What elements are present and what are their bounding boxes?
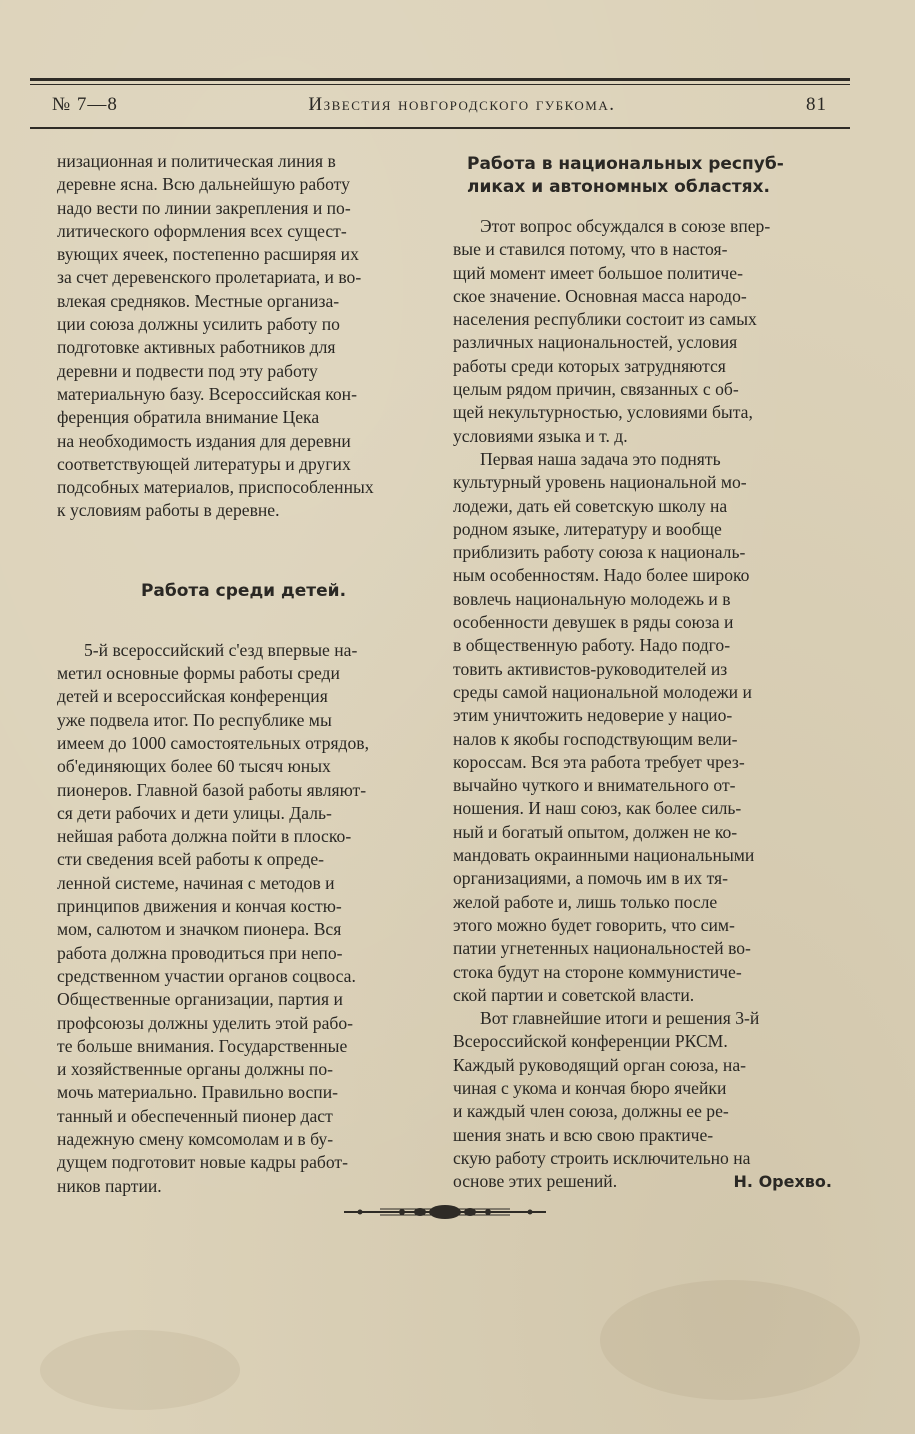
text-line: ников партии. xyxy=(57,1175,162,1196)
text-line: товить активистов-руководителей из xyxy=(453,658,728,679)
text-line: литического оформления всех сущест- xyxy=(57,220,347,241)
text-line: об'единяющих более 60 тысяч юных xyxy=(57,756,331,777)
paper-stain xyxy=(40,1330,240,1410)
text-line: ным особенностям. Надо более широко xyxy=(453,565,750,586)
text-line: надо вести по линии закрепления и по- xyxy=(57,197,351,218)
text-line: Всероссийской конференции РКСМ. xyxy=(453,1031,728,1052)
text-line: ференция обратила внимание Цека xyxy=(57,407,320,428)
text-line: ленной системе, начиная с методов и xyxy=(57,872,335,893)
text-line: короссам. Вся эта работа требует чрез- xyxy=(453,751,745,772)
text-line: ское значение. Основная масса народо- xyxy=(453,285,747,306)
text-line: принципов движения и кончая костю- xyxy=(57,896,342,917)
text-line: за счет деревенского пролетариата, и во- xyxy=(57,267,362,288)
text-line: условиями языка и т. д. xyxy=(453,425,628,446)
text-line: Первая наша задача это поднять xyxy=(480,448,721,469)
text-line: щей некультурностью, условиями быта, xyxy=(453,402,753,423)
text-line: щий момент имеет большое политиче- xyxy=(453,262,743,283)
text-line: имеем до 1000 самостоятельных отрядов, xyxy=(57,732,369,753)
text-line: целым рядом причин, связанных с об- xyxy=(453,379,739,400)
text-line: метил основные формы работы среди xyxy=(57,663,340,684)
section-heading-children: Работа среди детей. xyxy=(140,580,347,601)
text-line: шения знать и всю свою практиче- xyxy=(453,1124,714,1145)
text-line: дущем подготовит новые кадры работ- xyxy=(57,1152,348,1173)
text-line: чиная с укома и кончая бюро ячейки xyxy=(453,1077,727,1098)
text-line: особенности девушек в ряды союза и xyxy=(453,612,734,633)
text-line: деревне ясна. Всю дальнейшую работу xyxy=(57,174,350,195)
text-line: детей и всероссийская конференция xyxy=(57,686,328,707)
text-line: ный и богатый опытом, должен не ко- xyxy=(453,821,738,842)
text-line: основе этих решений. xyxy=(453,1171,618,1192)
text-line: средственном участии органов соцвоса. xyxy=(57,965,356,986)
nations-paragraph-2 xyxy=(453,448,850,1007)
text-line: ношения. И наш союз, как более силь- xyxy=(453,798,742,819)
text-line: культурный уровень национальной мо- xyxy=(453,472,747,493)
text-line: материальную базу. Всероссийская кон- xyxy=(57,383,357,404)
text-line: и каждый член союза, должны ее ре- xyxy=(453,1101,729,1122)
text-line: вующих ячеек, постепенно расширяя их xyxy=(57,244,359,265)
text-line: ской партии и советской власти. xyxy=(453,984,695,1005)
text-line: пионеров. Главной базой работы являют- xyxy=(57,779,367,800)
page-number: 81 xyxy=(805,94,827,115)
end-ornament xyxy=(340,1200,550,1224)
text-line: к условиям работы в деревне. xyxy=(57,500,280,521)
right-column xyxy=(453,150,850,1193)
text-line: нейшая работа должна пойти в плоско- xyxy=(57,826,352,847)
text-line: организациями, а помочь им в их тя- xyxy=(453,868,728,889)
text-line: желой работе и, лишь только после xyxy=(453,891,718,912)
left-column xyxy=(57,150,430,1198)
text-line: ции союза должны усилить работу по xyxy=(57,314,340,335)
text-line: налов к якобы господствующим вели- xyxy=(453,728,738,749)
text-line: Общественные организации, партия и xyxy=(57,989,343,1010)
text-line: Этот вопрос обсуждался в союзе впер- xyxy=(480,216,771,236)
text-line: скую работу строить исключительно на xyxy=(453,1147,751,1168)
text-line: лодежи, дать ей советскую школу на xyxy=(453,495,728,516)
text-line: этого можно будет говорить, что сим- xyxy=(453,914,735,935)
text-line: и хозяйственные органы должны по- xyxy=(57,1059,333,1080)
text-line: Каждый руководящий орган союза, на- xyxy=(453,1054,746,1075)
nations-paragraph-3 xyxy=(453,1007,850,1193)
text-line: танный и обеспеченный пионер даст xyxy=(57,1105,333,1126)
text-line: на необходимость издания для деревни xyxy=(57,430,351,451)
author-signature: Н. Орехво. xyxy=(733,1172,832,1192)
text-line: соответствующей литературы и других xyxy=(57,453,351,474)
text-line: населения республики состоит из самых xyxy=(453,309,757,330)
text-line: деревни и подвести под эту работу xyxy=(57,360,318,381)
paper-stain xyxy=(600,1280,860,1400)
intro-paragraph xyxy=(57,150,430,523)
text-line: надежную смену комсомолам и в бу- xyxy=(57,1128,334,1149)
issue-number: № 7—8 xyxy=(52,94,118,115)
text-line: мандовать окраинными национальными xyxy=(453,845,755,866)
signature-line xyxy=(453,1170,850,1193)
running-head xyxy=(52,90,827,120)
header-rule-top xyxy=(30,78,850,81)
text-line: мом, салютом и значком пионера. Вся xyxy=(57,919,342,940)
text-line: различных национальностей, условия xyxy=(453,332,738,353)
heading-line: Работа в национальных респуб- xyxy=(467,154,784,174)
section-heading-nations xyxy=(453,153,850,199)
text-line: Вот главнейшие итоги и решения 3-й xyxy=(480,1008,760,1029)
journal-title: Известия новгородского губкома. xyxy=(308,94,616,115)
text-line: работы среди которых затрудняются xyxy=(453,355,726,376)
text-line: уже подвела итог. По республике мы xyxy=(57,709,332,730)
nations-paragraph-1 xyxy=(453,215,850,448)
children-paragraph xyxy=(57,639,430,1198)
text-line: сти сведения всей работы к опреде- xyxy=(57,849,325,870)
text-line: этим уничтожить недоверие у нацио- xyxy=(453,705,733,726)
text-line: подсобных материалов, приспособленных xyxy=(57,477,374,498)
text-line: вычайно чуткого и внимательного от- xyxy=(453,775,736,796)
text-line: работа должна проводиться при непо- xyxy=(57,942,343,963)
text-line: мочь материально. Правильно воспи- xyxy=(57,1082,338,1103)
text-line: среды самой национальной молодежи и xyxy=(453,681,752,702)
text-line: стока будут на стороне коммунистиче- xyxy=(453,961,742,982)
text-line: профсоюзы должны уделить этой рабо- xyxy=(57,1012,354,1033)
text-line: 5-й всероссийский с'езд впервые на- xyxy=(84,639,358,660)
heading-line: ликах и автономных областях. xyxy=(467,177,770,197)
header-rule-bottom xyxy=(30,127,850,129)
header-rule-top-thin xyxy=(30,84,850,85)
text-line: родном языке, литературу и вообще xyxy=(453,518,722,539)
text-line: влекая средняков. Местные организа- xyxy=(57,290,340,311)
text-line: в общественную работу. Надо подго- xyxy=(453,635,731,656)
text-line: те больше внимания. Государственные xyxy=(57,1035,348,1056)
text-line: вовлечь национальную молодежь и в xyxy=(453,588,731,609)
text-line: патии угнетенных национальностей во- xyxy=(453,938,751,959)
text-line: ся дети рабочих и дети улицы. Даль- xyxy=(57,802,332,823)
text-line: вые и ставился потому, что в настоя- xyxy=(453,239,728,260)
text-line: приблизить работу союза к националь- xyxy=(453,542,746,563)
text-line: низационная и политическая линия в xyxy=(57,151,336,171)
text-line: подготовке активных работников для xyxy=(57,337,336,358)
